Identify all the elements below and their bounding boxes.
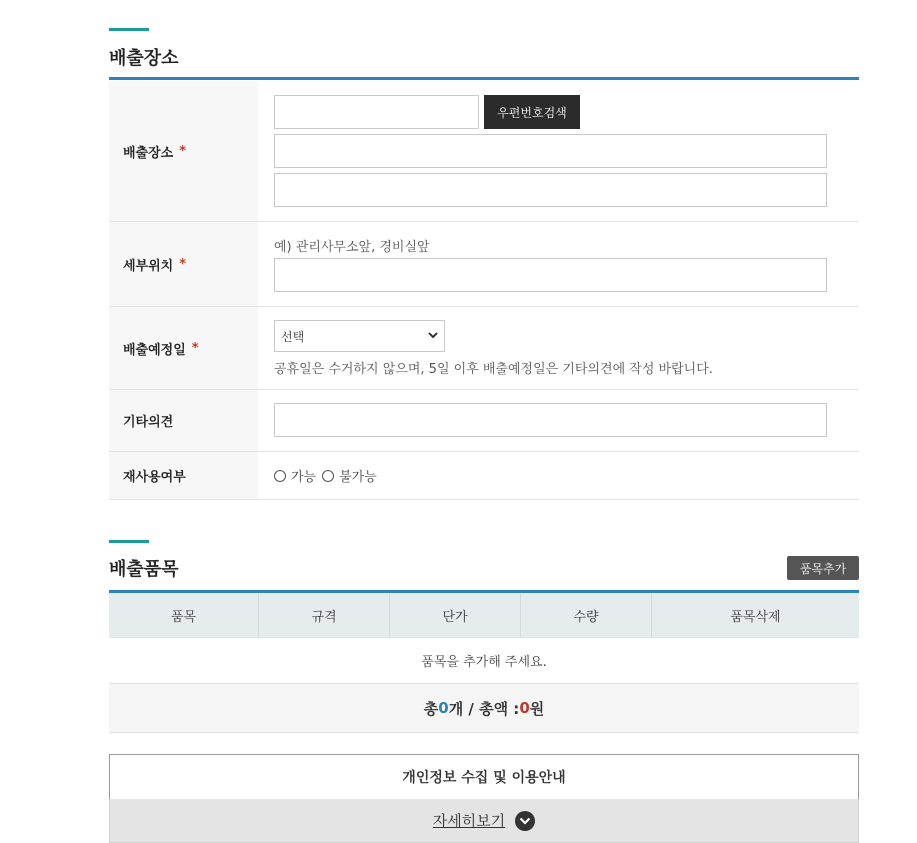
- form-row-detail-location: [109, 222, 859, 307]
- column-header: 규격: [259, 593, 390, 637]
- address-detail-input[interactable]: [274, 173, 827, 207]
- row-label-text: 배출예정일: [123, 342, 186, 358]
- items-empty-message: 품목을 추가해 주세요.: [109, 638, 859, 684]
- total-amount-unit: 원: [529, 699, 545, 718]
- date-select[interactable]: [274, 320, 445, 352]
- location-form: [109, 81, 859, 500]
- total-count-unit: 개 / 총액 :: [448, 699, 520, 718]
- column-header: 수량: [521, 593, 652, 637]
- items-total: [109, 684, 859, 733]
- total-count: 0: [438, 699, 449, 717]
- total-amount: 0: [519, 699, 530, 717]
- address-input[interactable]: [274, 134, 827, 168]
- items-table-header: [109, 593, 859, 638]
- section-header-location: [109, 28, 859, 81]
- required-mark: *: [179, 256, 187, 272]
- privacy-detail-toggle[interactable]: [109, 799, 859, 843]
- required-mark: *: [179, 143, 187, 159]
- column-header: 품목삭제: [730, 609, 781, 625]
- detail-label: 자세히보기: [432, 812, 506, 830]
- zipcode-input[interactable]: [274, 95, 479, 129]
- column-header: 품목: [109, 593, 259, 637]
- total-prefix: 총: [423, 699, 439, 718]
- form-row-location: [109, 81, 859, 222]
- row-label-text: 기타의견: [123, 415, 174, 430]
- row-label-text: 배출장소: [123, 145, 174, 161]
- row-label: [109, 222, 258, 306]
- chevron-down-icon: [428, 330, 438, 340]
- radio-label: 가능: [291, 470, 317, 485]
- form-row-reuse: [109, 452, 859, 500]
- row-label: [109, 452, 258, 499]
- row-label: [109, 390, 258, 451]
- row-label-text: 재사용여부: [123, 470, 186, 485]
- form-row-date: [109, 307, 859, 390]
- chevron-down-circle-icon: [515, 811, 535, 831]
- privacy-title: 개인정보 수집 및 이용안내: [109, 754, 859, 800]
- reuse-option-yes[interactable]: [274, 466, 316, 485]
- row-label-text: 세부위치: [123, 258, 174, 274]
- add-item-button[interactable]: 품목추가: [787, 556, 859, 580]
- radio-icon: [322, 470, 334, 482]
- section-rule: [109, 77, 859, 80]
- row-label: [109, 81, 258, 221]
- detail-location-input[interactable]: [274, 258, 827, 292]
- section-header-items: [109, 540, 859, 593]
- radio-icon: [274, 470, 286, 482]
- zipcode-search-button[interactable]: 우편번호검색: [484, 95, 580, 129]
- row-label: [109, 307, 258, 389]
- other-opinion-input[interactable]: [274, 403, 827, 437]
- section-accent-bar: [109, 28, 149, 31]
- date-note: 공휴일은 수거하지 않으며, 5일 이후 배출예정일은 기타의견에 작성 바랍니다.: [274, 362, 713, 377]
- section-title: 배출품목: [109, 559, 179, 580]
- date-select-value: 선택: [281, 329, 305, 344]
- required-mark: *: [191, 340, 199, 356]
- items-table: [109, 593, 859, 733]
- radio-label: 불가능: [339, 470, 377, 485]
- detail-location-hint: 예) 관리사무소앞, 경비실앞: [274, 240, 430, 255]
- form-row-other: [109, 390, 859, 452]
- column-header: 단가: [390, 593, 521, 637]
- section-title: 배출장소: [109, 48, 179, 69]
- section-accent-bar: [109, 540, 149, 543]
- reuse-option-no[interactable]: [322, 466, 377, 485]
